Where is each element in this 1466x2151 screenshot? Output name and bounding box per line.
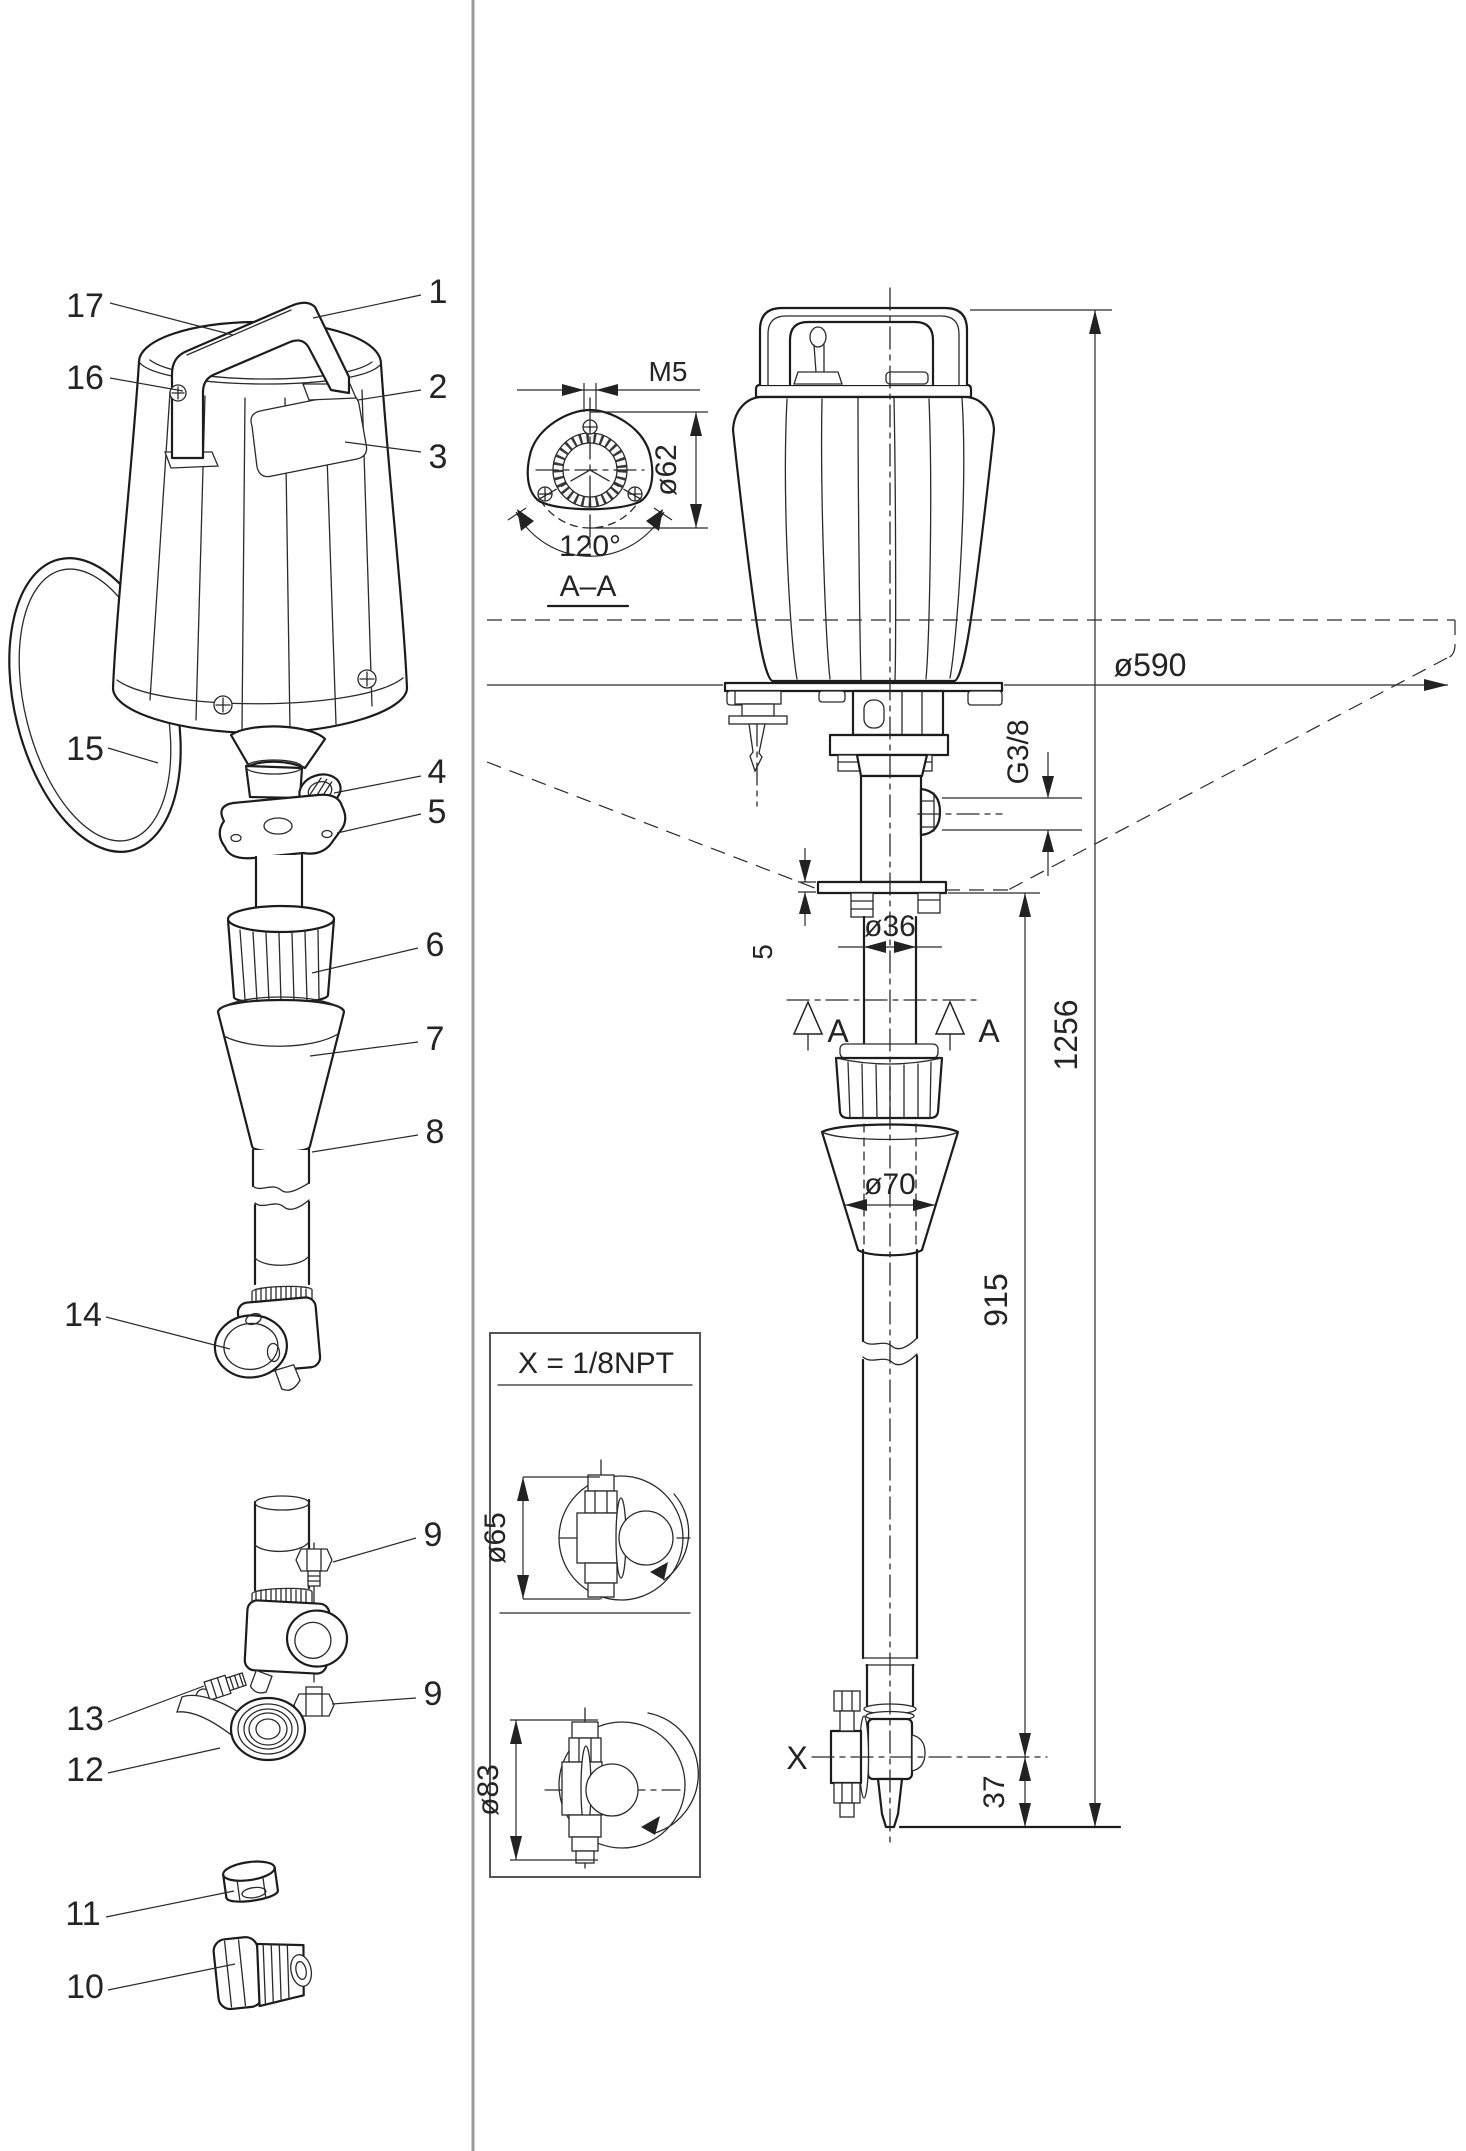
pump-side-view xyxy=(725,288,1002,1848)
callout-11-label: 11 xyxy=(65,1895,101,1933)
mounting-flange xyxy=(220,795,346,859)
dim-g38 xyxy=(942,719,1082,876)
section-arrow-a-left: A xyxy=(827,1013,849,1049)
callout-1 xyxy=(313,273,447,318)
foot-valve-exploded xyxy=(177,1496,349,1760)
callout-15-label: 15 xyxy=(66,730,104,768)
callout-8 xyxy=(312,1113,444,1152)
section-arrow-a-right: A xyxy=(978,1013,1000,1049)
part-cone xyxy=(218,997,344,1152)
callout-5-label: 5 xyxy=(427,793,447,831)
part-pump-head xyxy=(220,726,346,918)
part-collet-nut xyxy=(228,906,334,1003)
housing-screw-right xyxy=(358,670,376,688)
callout-14-label: 14 xyxy=(64,1296,102,1334)
outlet-port xyxy=(921,789,940,835)
callout-10 xyxy=(66,1964,235,2006)
seal-tape-roll xyxy=(177,1695,305,1760)
port-x-label: X xyxy=(786,1740,808,1776)
callout-8-label: 8 xyxy=(425,1113,445,1151)
callout-5 xyxy=(337,793,446,833)
callout-16-label: 16 xyxy=(66,359,104,397)
part-motor-housing xyxy=(113,322,407,733)
section-title: A–A xyxy=(559,570,617,603)
callout-9-lower-label: 9 xyxy=(423,1675,443,1713)
callout-17-label: 17 xyxy=(66,287,104,325)
callout-2-label: 2 xyxy=(428,368,448,406)
rotation-view-65 xyxy=(479,1460,690,1602)
part-union-nut xyxy=(222,1859,279,1905)
callout-12-label: 12 xyxy=(66,1751,104,1789)
dim-37-label: 37 xyxy=(978,1775,1011,1809)
dim-d65-label: ø65 xyxy=(479,1512,512,1564)
dimension-view xyxy=(472,288,1455,1877)
part-suction-tube xyxy=(252,1148,310,1286)
dim-915-label: 915 xyxy=(978,1273,1014,1327)
housing-screw-left xyxy=(214,696,232,714)
callout-12 xyxy=(66,1748,220,1789)
dim-5-label: 5 xyxy=(747,944,778,960)
section-cut-line xyxy=(787,1000,1000,1050)
exploded-view xyxy=(0,273,447,2010)
callout-9-upper-label: 9 xyxy=(423,1516,443,1554)
dim-37 xyxy=(978,1757,1031,1827)
callout-10-label: 10 xyxy=(66,1968,104,2006)
part-hose-connector xyxy=(212,1930,315,2010)
detail-box xyxy=(472,1333,700,1877)
dim-m5 xyxy=(517,356,700,412)
callout-11 xyxy=(65,1891,234,1933)
part-foot-valve xyxy=(211,1286,323,1396)
dim-1256-label: 1256 xyxy=(1048,999,1084,1071)
dim-flange-5 xyxy=(747,848,816,960)
callout-6-label: 6 xyxy=(425,926,445,964)
dim-1256 xyxy=(970,310,1112,1827)
callout-3-label: 3 xyxy=(428,438,448,476)
cable-gland xyxy=(729,691,787,806)
foot-valve xyxy=(831,1658,925,1827)
dim-d70-label: ø70 xyxy=(864,1168,916,1201)
callout-4 xyxy=(334,753,446,793)
callout-15 xyxy=(66,730,158,768)
callout-9-lower xyxy=(332,1675,442,1713)
detail-box-title: X = 1/8NPT xyxy=(518,1347,674,1380)
dim-d36-label: ø36 xyxy=(864,910,916,943)
handle-screw xyxy=(170,385,186,401)
section-a-a-view xyxy=(508,356,708,606)
callout-13-label: 13 xyxy=(66,1700,104,1738)
rotation-view-83 xyxy=(472,1708,698,1868)
dim-m5-label: M5 xyxy=(648,356,688,387)
drum-outline xyxy=(487,620,1455,890)
dim-120deg-label: 120° xyxy=(558,530,622,563)
callout-14 xyxy=(64,1296,230,1349)
dim-d62-label: ø62 xyxy=(650,444,683,496)
dim-g38-label: G3/8 xyxy=(1002,719,1035,785)
callout-7-label: 7 xyxy=(425,1020,445,1058)
dim-d83-label: ø83 xyxy=(472,1764,505,1816)
dim-d590-label: ø590 xyxy=(1113,647,1187,683)
callout-9-upper xyxy=(333,1516,442,1562)
callout-1-label: 1 xyxy=(428,273,448,311)
callout-4-label: 4 xyxy=(427,753,447,791)
